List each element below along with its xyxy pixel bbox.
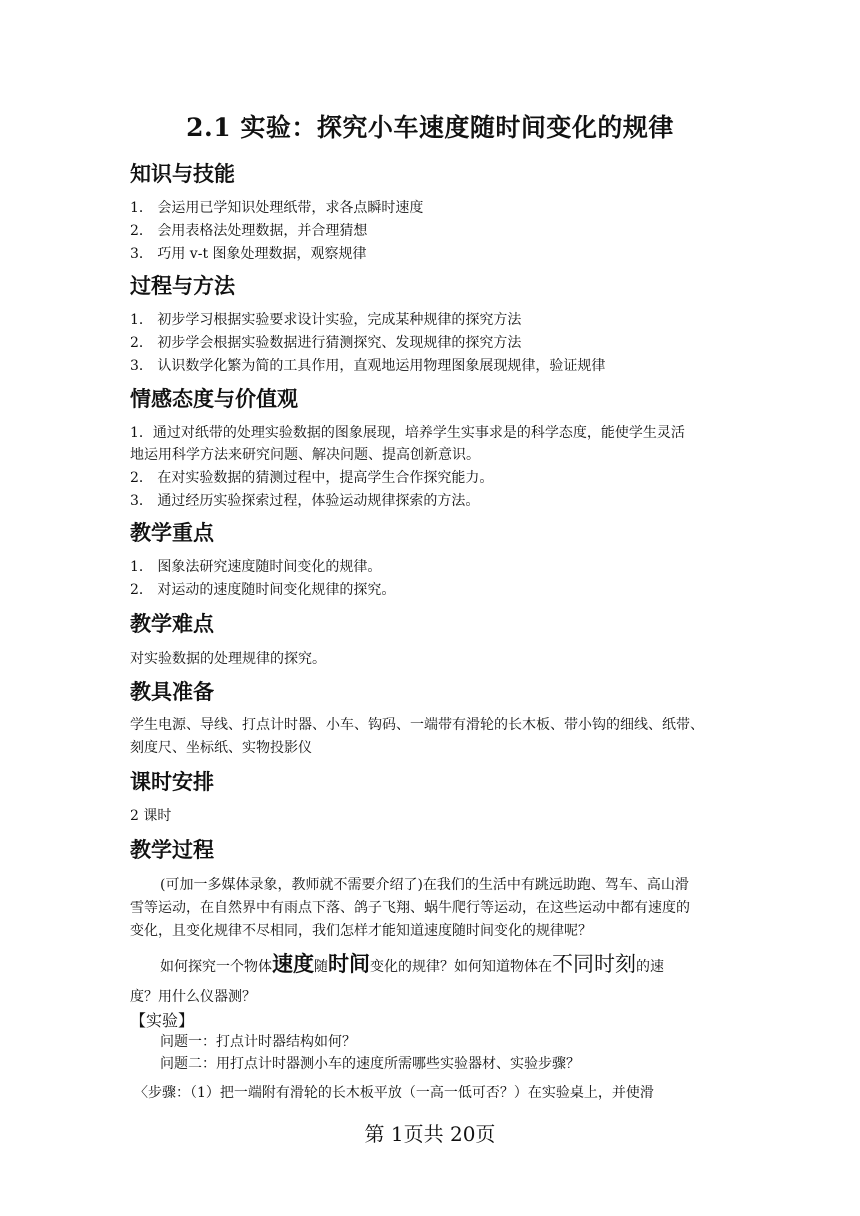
paragraph-line: 度？用什么仪器测？ xyxy=(130,989,256,1005)
heading-process: 过程与方法 xyxy=(130,274,235,298)
text-run: 如何探究一个物体 xyxy=(160,959,272,975)
heading-procedure: 教学过程 xyxy=(130,838,214,862)
heading-tools: 教具准备 xyxy=(130,680,214,704)
heading-skills: 知识与技能 xyxy=(130,162,235,186)
paragraph-line: (可加一多媒体录象，教师就不需要介绍了)在我们的生活中有跳远助跑、驾车、高山滑 xyxy=(160,877,689,893)
paragraph-line: 雪等运动，在自然界中有雨点下落、鸽子飞翔、蜗牛爬行等运动，在这些运动中都有速度的 xyxy=(130,900,690,916)
list-item: 1． 图象法研究速度随时间变化的规律。 xyxy=(130,559,382,575)
list-item: 3． 巧用 v-t 图象处理数据，观察规律 xyxy=(130,246,367,262)
keyword-speed: 速度 xyxy=(272,952,314,976)
list-item: 2． 在对实验数据的猜测过程中，提高学生合作探究能力。 xyxy=(130,470,494,486)
list-item: 3． 通过经历实验探索过程，体验运动规律探索的方法。 xyxy=(130,493,480,509)
paragraph-line: 变化，且变化规律不尽相同，我们怎样才能知道速度随时间变化的规律呢？ xyxy=(130,923,592,939)
keyword-time: 时间 xyxy=(328,952,370,976)
list-item: 2． 初步学会根据实验数据进行猜测探究、发现规律的探究方法 xyxy=(130,335,522,351)
question-paragraph xyxy=(160,948,760,978)
list-item: 刻度尺、坐标纸、实物投影仪 xyxy=(130,740,312,756)
paragraph-line: 〈步骤：（1）把一端附有滑轮的长木板平放（一高一低可否？）在实验桌上，并使滑 xyxy=(134,1085,654,1101)
page-footer: 第 1页共 20页 xyxy=(364,1122,496,1146)
list-item: 3． 认识数学化繁为简的工具作用，直观地运用物理图象展现规律，验证规律 xyxy=(130,358,606,374)
experiment-label: 【实验】 xyxy=(130,1011,195,1030)
heading-keypoints: 教学重点 xyxy=(130,521,214,545)
list-item: 2 课时 xyxy=(130,808,172,824)
text-run: 的速 xyxy=(636,959,664,975)
list-item: 2． 会用表格法处理数据，并合理猜想 xyxy=(130,223,368,239)
list-item: 地运用科学方法来研究问题、解决问题、提高创新意识。 xyxy=(130,447,480,463)
list-item: 学生电源、导线、打点计时器、小车、钩码、一端带有滑轮的长木板、带小钩的细线、纸带、 xyxy=(130,717,704,733)
text-run: 变化的规律？如何知道物体在 xyxy=(370,959,552,975)
list-item: 1．通过对纸带的处理实验数据的图象展现，培养学生实事求是的科学态度，能使学生灵活 xyxy=(130,425,685,441)
list-item: 1． 初步学习根据实验要求设计实验，完成某种规律的探究方法 xyxy=(130,312,522,328)
heading-difficulty: 教学难点 xyxy=(130,612,214,636)
list-item: 1． 会运用已学知识处理纸带，求各点瞬时速度 xyxy=(130,200,424,216)
heading-emotion: 情感态度与价值观 xyxy=(130,387,298,411)
keyword-moments: 不同时刻 xyxy=(552,952,636,976)
list-item: 对实验数据的处理规律的探究。 xyxy=(130,651,326,667)
question-two: 问题二：用打点计时器测小车的速度所需哪些实验器材、实验步骤？ xyxy=(160,1056,580,1072)
list-item: 2． 对运动的速度随时间变化规律的探究。 xyxy=(130,582,396,598)
document-title: 2.1 实验：探究小车速度随时间变化的规律 xyxy=(186,113,674,142)
question-one: 问题一：打点计时器结构如何？ xyxy=(160,1034,356,1050)
text-run: 随 xyxy=(314,959,328,975)
heading-schedule: 课时安排 xyxy=(130,770,214,794)
